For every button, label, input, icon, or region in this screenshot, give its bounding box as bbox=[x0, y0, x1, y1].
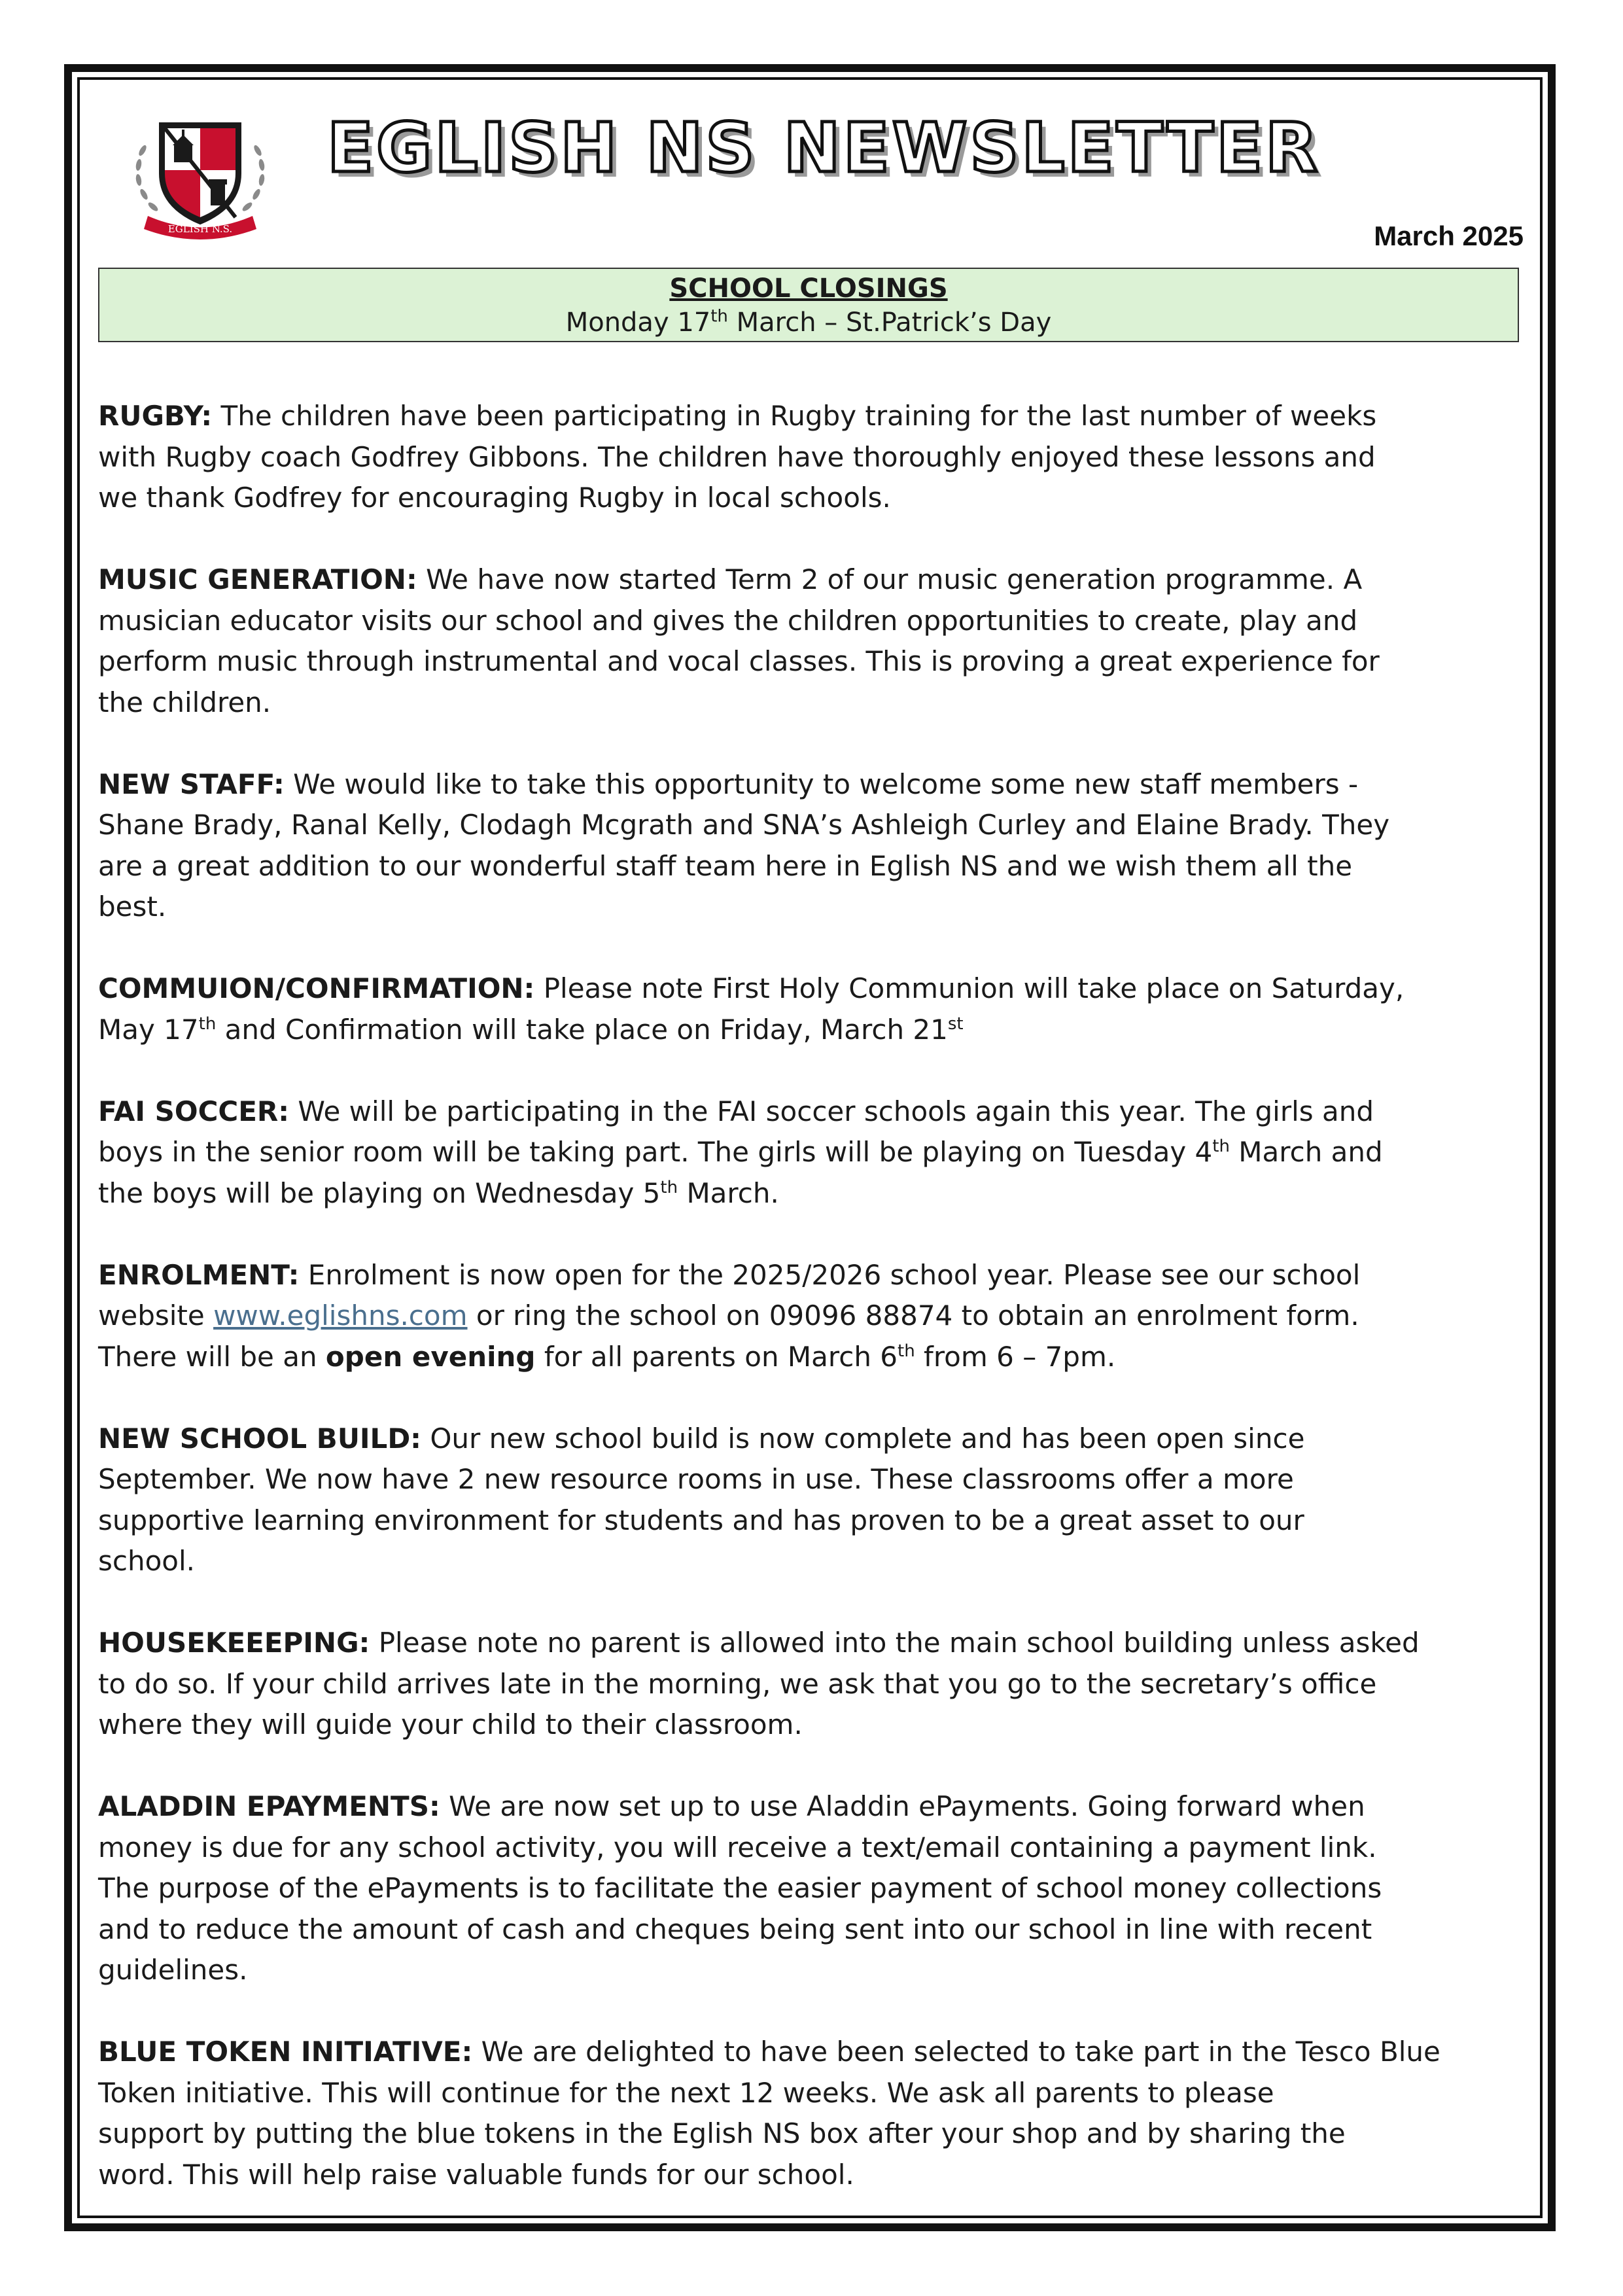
closings-occasion: March – St.Patrick’s Day bbox=[727, 308, 1052, 338]
section-text-enrolment-2: or ring the school on 09096 88874 to obtain an enrolment form. There will be an bbox=[98, 1299, 1359, 1373]
section-rugby bbox=[98, 396, 1524, 519]
section-label-fai-soccer: FAI SOCCER: bbox=[98, 1095, 290, 1127]
open-evening-emphasis: open evening bbox=[325, 1340, 536, 1373]
school-closings-box bbox=[98, 268, 1519, 342]
newsletter-body bbox=[98, 396, 1524, 2236]
section-label-new-school-build: NEW SCHOOL BUILD: bbox=[98, 1422, 421, 1455]
school-website-link[interactable]: www.eglishns.com bbox=[213, 1299, 468, 1332]
section-text-soccer-1: We will be participating in the FAI soccer schools again this year. The girls and boys in the senior room will be taking part. The girls will be playing on Tuesday 4 bbox=[98, 1095, 1374, 1168]
section-label-aladdin: ALADDIN EPAYMENTS: bbox=[98, 1790, 440, 1822]
section-new-school-build bbox=[98, 1419, 1524, 1582]
section-text-communion-1: Please note First Holy Communion will take place on Saturday, May 17 bbox=[98, 972, 1405, 1046]
soccer-ordinal-1: th bbox=[1212, 1137, 1230, 1156]
communion-ordinal-2: st bbox=[947, 1014, 964, 1034]
section-label-new-staff: NEW STAFF: bbox=[98, 768, 285, 800]
section-label-music-generation: MUSIC GENERATION: bbox=[98, 563, 417, 595]
section-text-enrolment-3: for all parents on March 6 bbox=[535, 1340, 898, 1373]
section-housekeeping bbox=[98, 1623, 1524, 1746]
section-blue-token bbox=[98, 2032, 1524, 2195]
section-text-soccer-2: March and the boys will be playing on Wednesday 5 bbox=[98, 1136, 1383, 1209]
closings-heading: SCHOOL CLOSINGS bbox=[669, 274, 948, 304]
school-crest-logo bbox=[128, 105, 272, 242]
section-label-communion: COMMUION/CONFIRMATION: bbox=[98, 972, 535, 1004]
section-text-music-generation: We have now started Term 2 of our music generation programme. A musician educator visits our school and gives the children opportunities to create, play and perform music through instrumental and vocal classes. This is proving a great experience for the children. bbox=[98, 563, 1380, 718]
section-label-rugby: RUGBY: bbox=[98, 400, 213, 432]
newsletter-date: March 2025 bbox=[1374, 221, 1524, 251]
closings-ordinal: th bbox=[710, 306, 728, 327]
crest-banner-text: EGLISH N.S. bbox=[167, 223, 233, 235]
section-text-housekeeping: Please note no parent is allowed into the main school building unless asked to do so. If your child arrives late in the morning, we ask that you go to the secretary’s office where they will guide your child to their classroom. bbox=[98, 1627, 1420, 1740]
soccer-ordinal-2: th bbox=[660, 1177, 678, 1197]
section-text-soccer-3: March. bbox=[678, 1176, 779, 1209]
section-new-staff bbox=[98, 764, 1524, 928]
section-text-communion-2: and Confirmation will take place on Friday, March 21 bbox=[216, 1013, 948, 1046]
section-enrolment bbox=[98, 1255, 1524, 1378]
section-label-housekeeping: HOUSEKEEEPING: bbox=[98, 1627, 370, 1659]
communion-ordinal-1: th bbox=[198, 1014, 217, 1034]
closings-day: Monday 17 bbox=[565, 308, 711, 338]
newsletter-title: EGLISH NS NEWSLETTER bbox=[327, 108, 1321, 188]
section-communion-confirmation bbox=[98, 968, 1524, 1050]
section-text-new-staff: We would like to take this opportunity to welcome some new staff members - Shane Brady, Ranal Kelly, Clodagh Mcgrath and SNA’s Ashleigh Curley and Elaine Brady. They are a great addition to our wonderful staff team here in Eglish NS and we wish them all the best. bbox=[98, 768, 1390, 923]
section-text-enrolment-1: Enrolment is now open for the 2025/2026 school year. Please see our school website bbox=[98, 1258, 1361, 1332]
section-text-new-school-build: Our new school build is now complete and has been open since September. We now have 2 new resource rooms in use. These classrooms offer a more supportive learning environment for students and has proven to be a great asset to our school. bbox=[98, 1422, 1305, 1577]
section-text-enrolment-4: from 6 – 7pm. bbox=[915, 1340, 1116, 1373]
section-music-generation bbox=[98, 559, 1524, 723]
section-text-aladdin: We are now set up to use Aladdin ePayments. Going forward when money is due for any school activity, you will receive a text/email containing a payment link. The purpose of the ePayments is to facilitate the easier payment of school money collections and to reduce the amount of cash and cheques being sent into our school in line with recent guidelines. bbox=[98, 1790, 1382, 1986]
section-text-rugby: The children have been participating in Rugby training for the last number of weeks with Rugby coach Godfrey Gibbons. The children have thoroughly enjoyed these lessons and we thank Godfrey for encouraging Rugby in local schools. bbox=[98, 400, 1377, 514]
enrolment-ordinal: th bbox=[898, 1341, 915, 1361]
section-text-blue-token: We are delighted to have been selected to take part in the Tesco Blue Token initiative. This will continue for the next 12 weeks. We ask all parents to please support by putting the blue tokens in the Eglish NS box after your shop and by sharing the word. This will help raise valuable funds for our school. bbox=[98, 2036, 1440, 2191]
section-fai-soccer bbox=[98, 1091, 1524, 1214]
section-label-enrolment: ENROLMENT: bbox=[98, 1258, 300, 1291]
section-label-blue-token: BLUE TOKEN INITIATIVE: bbox=[98, 2036, 473, 2068]
tower-icon bbox=[209, 179, 227, 205]
section-aladdin-epayments bbox=[98, 1786, 1524, 1991]
closings-date-line bbox=[99, 306, 1518, 340]
